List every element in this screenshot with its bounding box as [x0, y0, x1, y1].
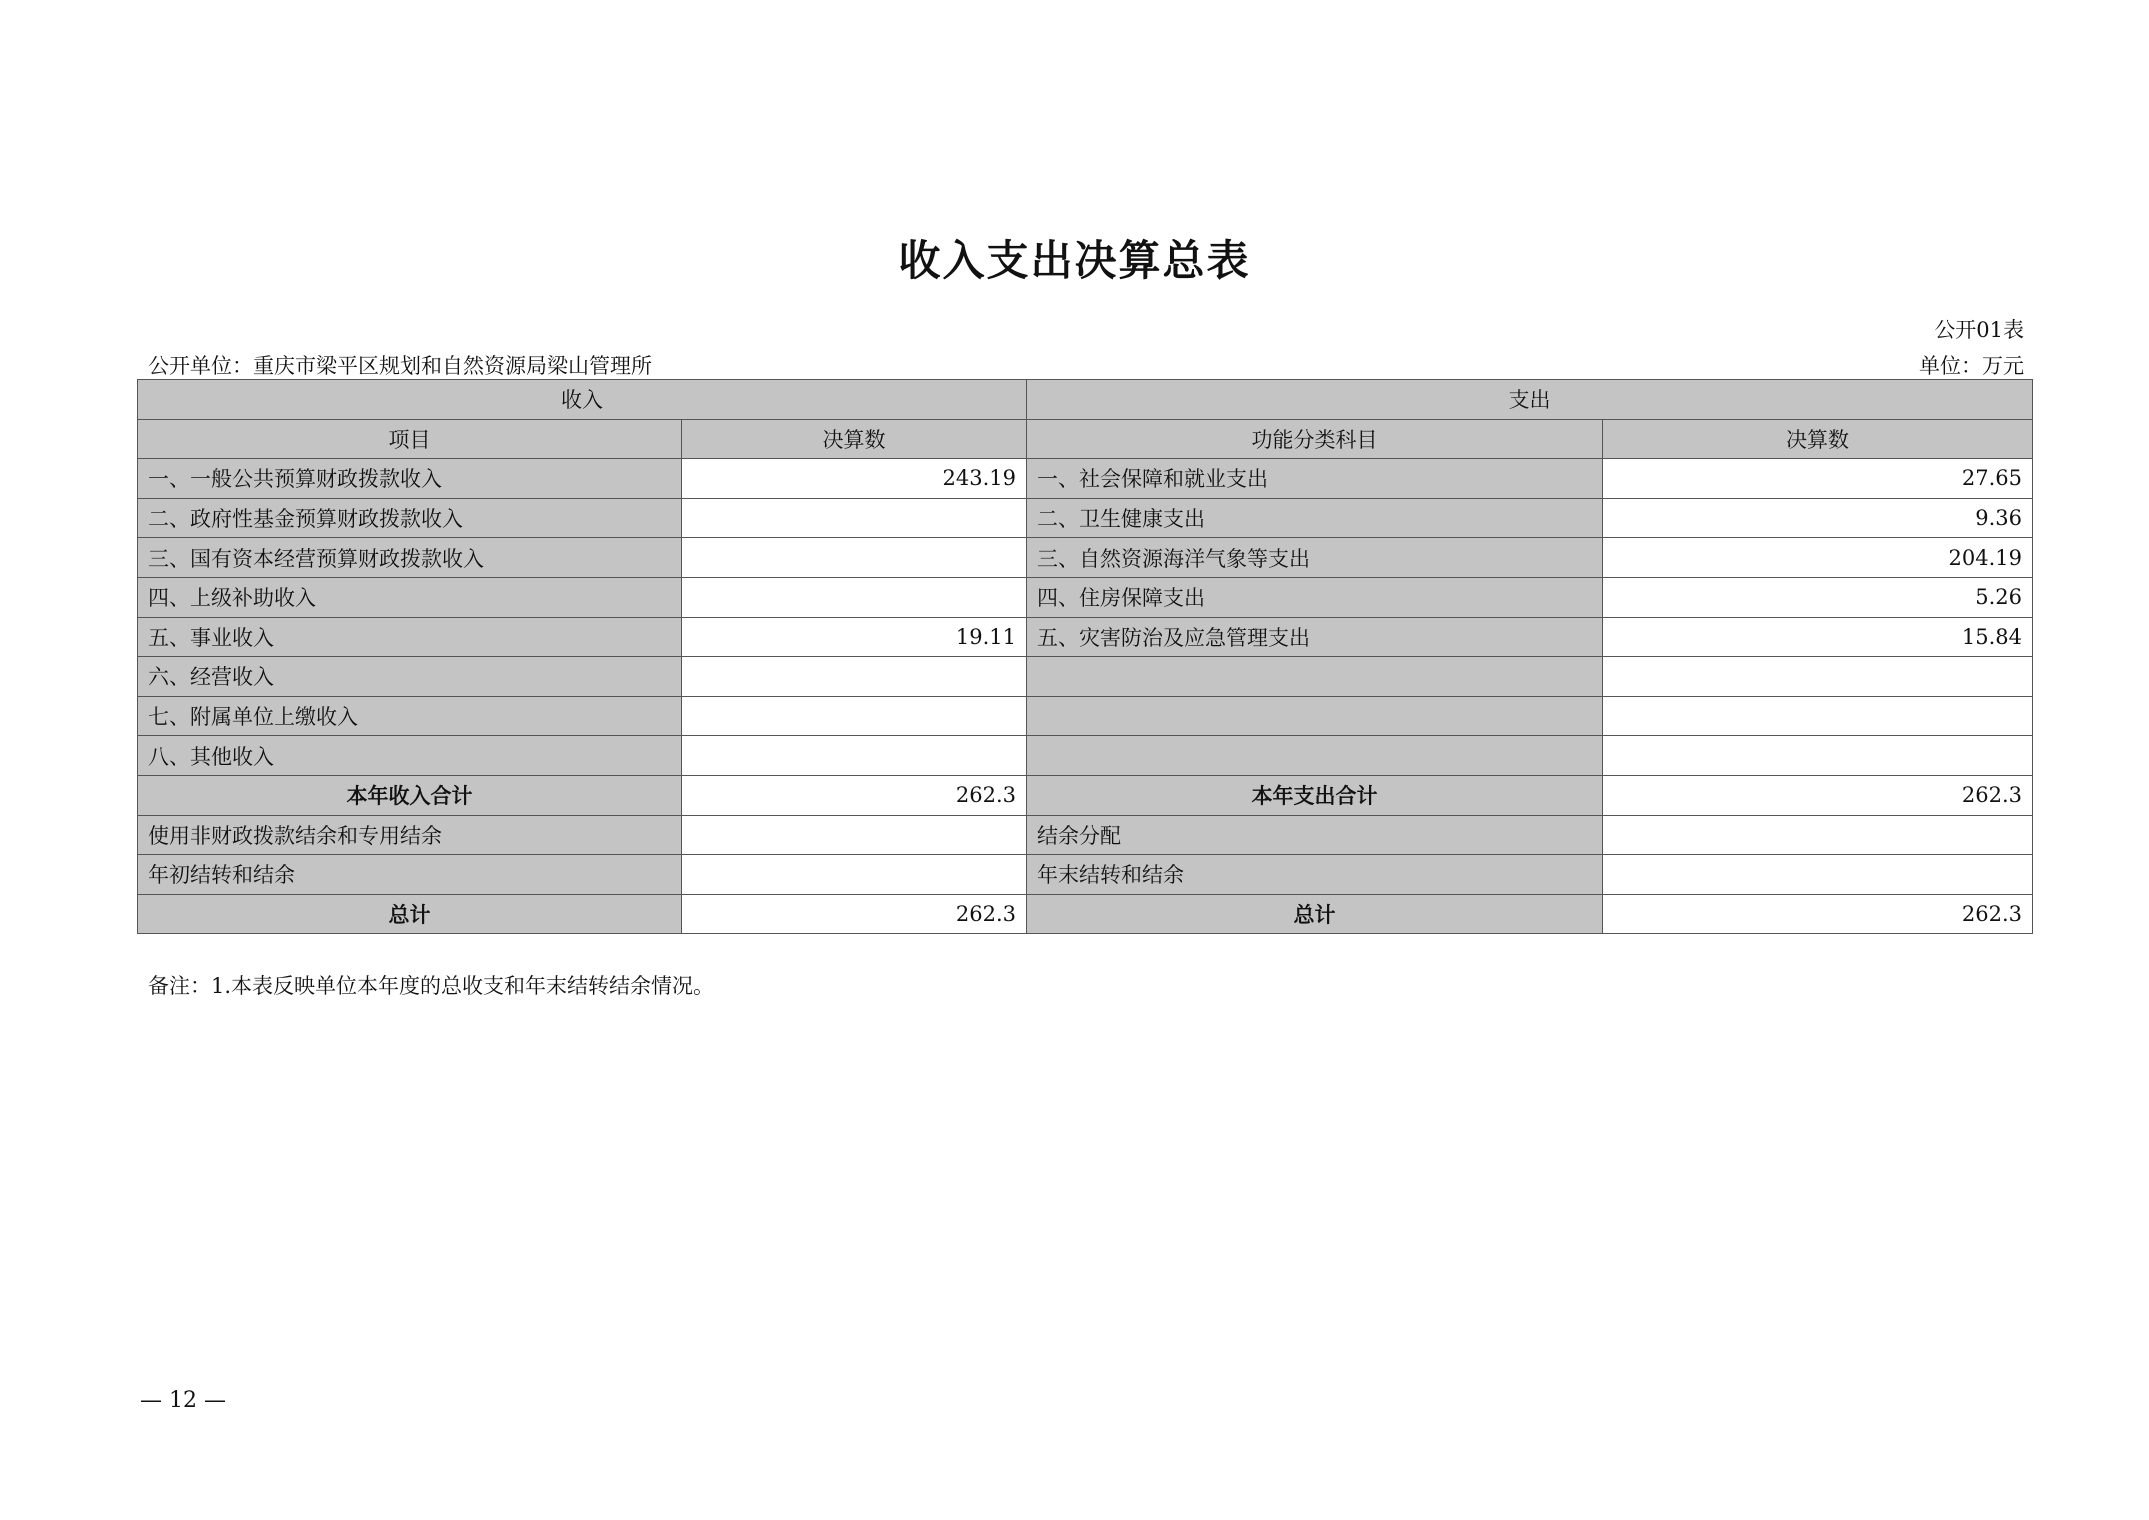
- form-number: 公开01表: [1934, 318, 2024, 342]
- income-item: 一、一般公共预算财政拨款收入: [138, 459, 682, 499]
- column-header-row: [138, 419, 2033, 459]
- income-item: 三、国有资本经营预算财政拨款收入: [138, 538, 682, 578]
- expense-value: 27.65: [1603, 459, 2033, 499]
- expense-item: 年末结转和结余: [1027, 855, 1603, 895]
- income-item: 使用非财政拨款结余和专用结余: [138, 815, 682, 855]
- grand-total-expense-value: 262.3: [1603, 894, 2033, 934]
- expense-value: [1603, 736, 2033, 776]
- expense-item: [1027, 736, 1603, 776]
- income-value: [682, 498, 1027, 538]
- currency-unit: 单位：万元: [1919, 354, 2024, 378]
- year-income-total-value: 262.3: [682, 775, 1027, 815]
- income-header: 收入: [138, 380, 1027, 420]
- grand-total-expense-label: 总计: [1027, 894, 1603, 934]
- table-row: [138, 815, 2033, 855]
- income-item: 年初结转和结余: [138, 855, 682, 895]
- column-header-function: 功能分类科目: [1027, 419, 1603, 459]
- table-row: [138, 696, 2033, 736]
- page-number: — 12 —: [140, 1388, 226, 1413]
- expense-item: [1027, 657, 1603, 697]
- income-value: 19.11: [682, 617, 1027, 657]
- table-row: [138, 577, 2033, 617]
- grand-total-income-label: 总计: [138, 894, 682, 934]
- income-item: 七、附属单位上缴收入: [138, 696, 682, 736]
- income-value: [682, 696, 1027, 736]
- income-value: [682, 815, 1027, 855]
- table-row: [138, 855, 2033, 895]
- section-header-row: [138, 380, 2033, 420]
- column-header-amount2: 决算数: [1603, 419, 2033, 459]
- income-value: [682, 577, 1027, 617]
- expense-item: 一、社会保障和就业支出: [1027, 459, 1603, 499]
- expense-header: 支出: [1027, 380, 2033, 420]
- expense-item: 五、灾害防治及应急管理支出: [1027, 617, 1603, 657]
- page-title: 收入支出决算总表: [898, 236, 1251, 285]
- income-item: 八、其他收入: [138, 736, 682, 776]
- year-expense-total-label: 本年支出合计: [1027, 775, 1603, 815]
- column-header-amount: 决算数: [682, 419, 1027, 459]
- income-expense-table: [137, 379, 2033, 934]
- income-item: 六、经营收入: [138, 657, 682, 697]
- income-item: 四、上级补助收入: [138, 577, 682, 617]
- year-income-total-label: 本年收入合计: [138, 775, 682, 815]
- income-item: 五、事业收入: [138, 617, 682, 657]
- income-value: [682, 855, 1027, 895]
- table-row: [138, 736, 2033, 776]
- income-value: 243.19: [682, 459, 1027, 499]
- table-row: [138, 498, 2033, 538]
- income-value: [682, 538, 1027, 578]
- expense-item: 三、自然资源海洋气象等支出: [1027, 538, 1603, 578]
- grand-total-row: [138, 894, 2033, 934]
- table-row: [138, 657, 2033, 697]
- expense-value: [1603, 696, 2033, 736]
- grand-total-income-value: 262.3: [682, 894, 1027, 934]
- year-expense-total-value: 262.3: [1603, 775, 2033, 815]
- expense-value: [1603, 815, 2033, 855]
- table-row: [138, 538, 2033, 578]
- remark-note: 备注：1.本表反映单位本年度的总收支和年末结转结余情况。: [148, 974, 715, 998]
- expense-item: 二、卫生健康支出: [1027, 498, 1603, 538]
- expense-value: 5.26: [1603, 577, 2033, 617]
- income-value: [682, 657, 1027, 697]
- column-header-item: 项目: [138, 419, 682, 459]
- expense-value: 204.19: [1603, 538, 2033, 578]
- expense-item: 四、住房保障支出: [1027, 577, 1603, 617]
- expense-item: 结余分配: [1027, 815, 1603, 855]
- expense-item: [1027, 696, 1603, 736]
- income-item: 二、政府性基金预算财政拨款收入: [138, 498, 682, 538]
- expense-value: 9.36: [1603, 498, 2033, 538]
- expense-value: [1603, 855, 2033, 895]
- table-row: [138, 617, 2033, 657]
- expense-value: 15.84: [1603, 617, 2033, 657]
- year-total-row: [138, 775, 2033, 815]
- income-value: [682, 736, 1027, 776]
- reporting-unit: 公开单位：重庆市梁平区规划和自然资源局梁山管理所: [148, 354, 652, 378]
- table-row: [138, 459, 2033, 499]
- expense-value: [1603, 657, 2033, 697]
